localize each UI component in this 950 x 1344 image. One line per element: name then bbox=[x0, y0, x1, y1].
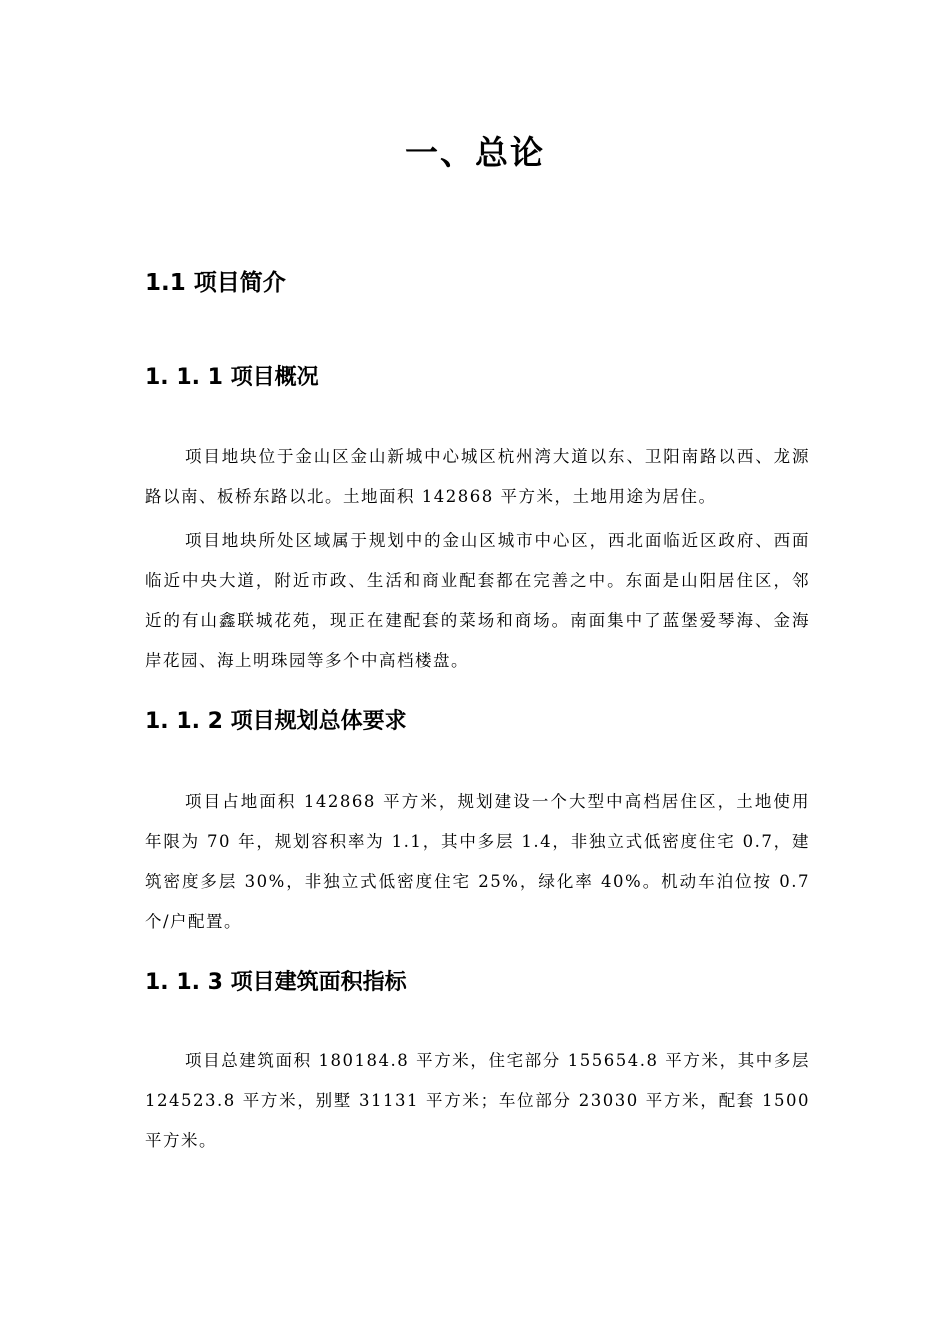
subsection-heading-1-1-3: 1. 1. 3 项目建筑面积指标 bbox=[145, 970, 407, 995]
subsection-heading-1-1-1: 1. 1. 1 项目概况 bbox=[145, 365, 319, 390]
subsection-heading-1-1-2: 1. 1. 2 项目规划总体要求 bbox=[145, 709, 407, 734]
chapter-title: 一、总论 bbox=[405, 133, 545, 172]
paragraph-floor-area-indicators: 项目总建筑面积 180184.8 平方米，住宅部分 155654.8 平方米，其中多层 124523.8 平方米，别墅 31131 平方米；车位部分 23030 平方米，配套 1500 平方米。 bbox=[145, 1051, 810, 1150]
paragraph-project-overview-2: 项目地块所处区域属于规划中的金山区城市中心区，西北面临近区政府、西面临近中央大道，附近市政、生活和商业配套都在完善之中。东面是山阳居住区，邻近的有山鑫联城花苑，现正在建配套的菜场和商场。南面集中了蓝堡爱琴海、金海岸花园、海上明珠园等多个中高档楼盘。 bbox=[145, 531, 810, 670]
paragraph-project-overview-1: 项目地块位于金山区金山新城中心城区杭州湾大道以东、卫阳南路以西、龙源路以南、板桥东路以北。土地面积 142868 平方米，土地用途为居住。 bbox=[145, 447, 810, 506]
paragraph-planning-requirements: 项目占地面积 142868 平方米，规划建设一个大型中高档居住区，土地使用年限为 70 年，规划容积率为 1.1，其中多层 1.4，非独立式低密度住宅 0.7，建筑密度多层 30%，非独立式低密度住宅 25%，绿化率 40%。机动车泊位按 0.7 个/户配置。 bbox=[145, 792, 810, 931]
section-heading-1-1: 1.1 项目简介 bbox=[145, 270, 286, 296]
